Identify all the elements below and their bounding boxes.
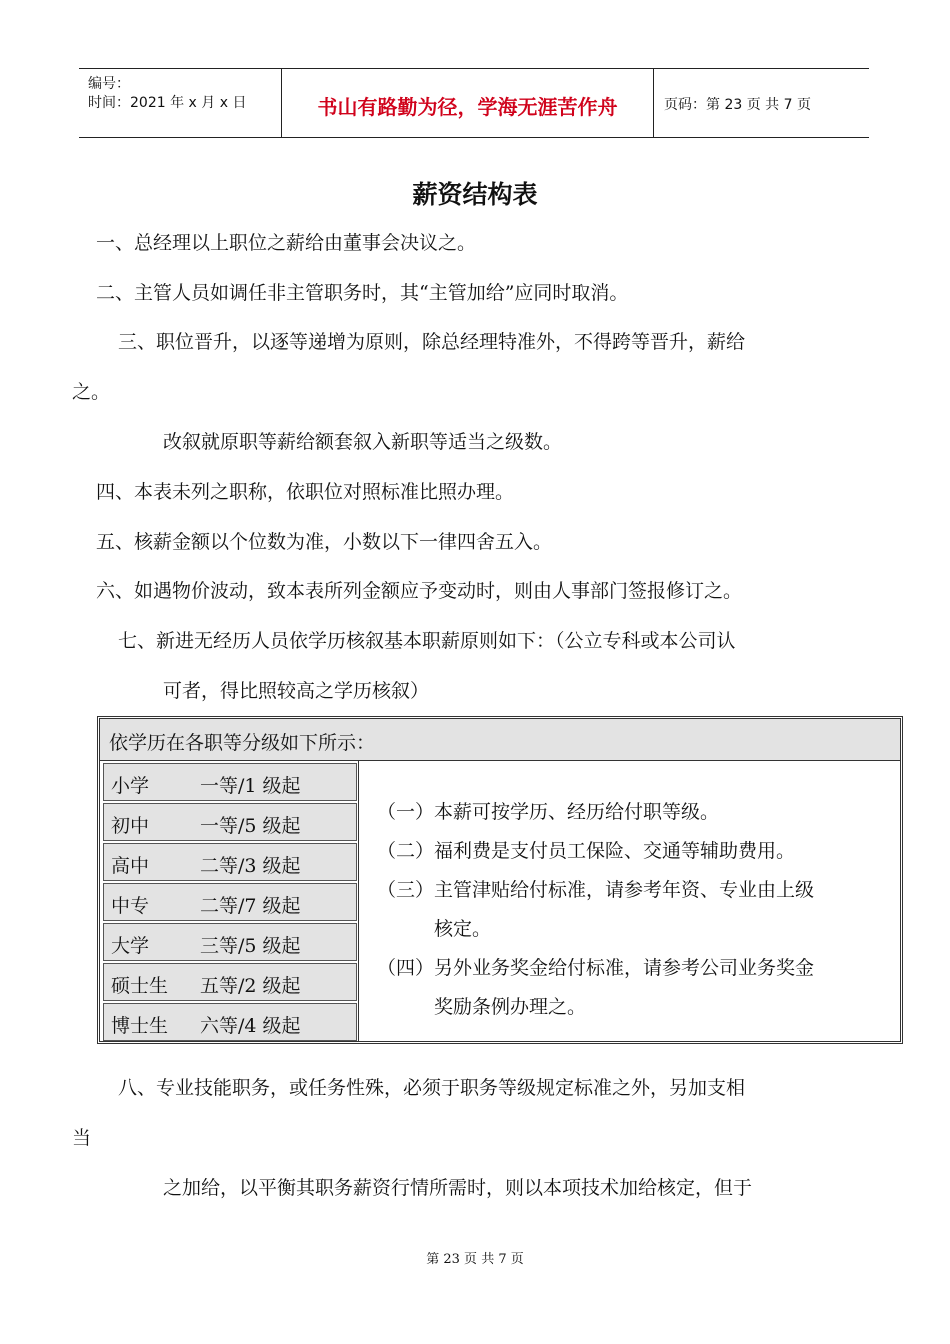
- table-row: [103, 843, 357, 881]
- page-header: [79, 68, 869, 138]
- table-row: [103, 963, 357, 1001]
- note-line: 核定。: [377, 918, 492, 940]
- paragraph-8-cont2: 之加给，以平衡其职务薪资行情所需时，则以本项技术加给核定，但于: [163, 1177, 753, 1199]
- education-level-table: [97, 716, 903, 1044]
- level-cell: 二等/3 级起: [200, 855, 301, 877]
- degree-cell: 小学: [111, 775, 150, 797]
- level-cell: 二等/7 级起: [200, 895, 301, 917]
- level-cell: 一等/1 级起: [200, 775, 301, 797]
- page-footer: 第 23 页 共 7 页: [426, 1252, 524, 1267]
- motto: 书山有路勤为径，学海无涯苦作舟: [317, 95, 618, 119]
- degree-column: [100, 761, 359, 1041]
- paragraph-7-cont: 可者，得比照较高之学历核叙）: [163, 680, 430, 702]
- table-row: [103, 1003, 357, 1041]
- paragraph-6: 六、如遇物价波动，致本表所列金额应予变动时，则由人事部门签报修订之。: [96, 580, 743, 602]
- header-info-cell: [79, 69, 282, 137]
- note-line: （四）另外业务奖金给付标准，请参考公司业务奖金: [377, 957, 815, 979]
- table-row: [103, 803, 357, 841]
- level-cell: 五等/2 级起: [200, 975, 301, 997]
- paragraph-7: 七、新进无经历人员依学历核叙基本职薪原则如下：（公立专科或本公司认: [118, 630, 736, 652]
- paragraph-8: 八、专业技能职务，或任务性殊，必须于职务等级规定标准之外，另加支相: [118, 1077, 746, 1099]
- paragraph-3-cont: 之。: [72, 381, 111, 403]
- degree-cell: 博士生: [111, 1015, 169, 1037]
- level-cell: 一等/5 级起: [200, 815, 301, 837]
- degree-cell: 中专: [111, 895, 150, 917]
- document-title: 薪资结构表: [412, 180, 538, 209]
- table-header-text: 依学历在各职等分级如下所示：: [109, 732, 376, 754]
- degree-cell: 初中: [111, 815, 150, 837]
- time-label: 时间：2021 年 x 月 x 日: [88, 95, 247, 111]
- degree-cell: 高中: [111, 855, 150, 877]
- note-line: （三）主管津贴给付标准，请参考年资、专业由上级: [377, 879, 815, 901]
- paragraph-2: 二、主管人员如调任非主管职务时，其“主管加给”应同时取消。: [96, 282, 629, 304]
- degree-cell: 硕士生: [111, 975, 169, 997]
- note-line: （二）福利费是支付员工保险、交通等辅助费用。: [377, 840, 796, 862]
- header-motto-cell: [282, 69, 654, 137]
- paragraph-4: 四、本表未列之职称，依职位对照标准比照办理。: [96, 481, 515, 503]
- table-header: [100, 719, 900, 761]
- note-line: （一）本薪可按学历、经历给付职等级。: [377, 801, 720, 823]
- note-line: 奖励条例办理之。: [377, 996, 587, 1018]
- degree-cell: 大学: [111, 935, 150, 957]
- table-row: [103, 923, 357, 961]
- level-cell: 六等/4 级起: [200, 1015, 301, 1037]
- table-row: [103, 883, 357, 921]
- level-cell: 三等/5 级起: [200, 935, 301, 957]
- table-row: [103, 763, 357, 801]
- paragraph-3-note: 改叙就原职等薪给额套叙入新职等适当之级数。: [163, 431, 563, 453]
- paragraph-5: 五、核薪金额以个位数为准，小数以下一律四舍五入。: [96, 531, 553, 553]
- table-notes: [359, 761, 900, 1041]
- number-label: 编号：: [88, 76, 130, 92]
- paragraph-8-cont: 当: [72, 1127, 92, 1149]
- paragraph-1: 一、总经理以上职位之薪给由董事会决议之。: [96, 232, 477, 254]
- header-page-cell: [654, 69, 869, 137]
- paragraph-3: 三、职位晋升，以逐等递增为原则，除总经理特准外，不得跨等晋升，薪给: [118, 331, 746, 353]
- page-label: 页码：第 23 页 共 7 页: [664, 97, 811, 113]
